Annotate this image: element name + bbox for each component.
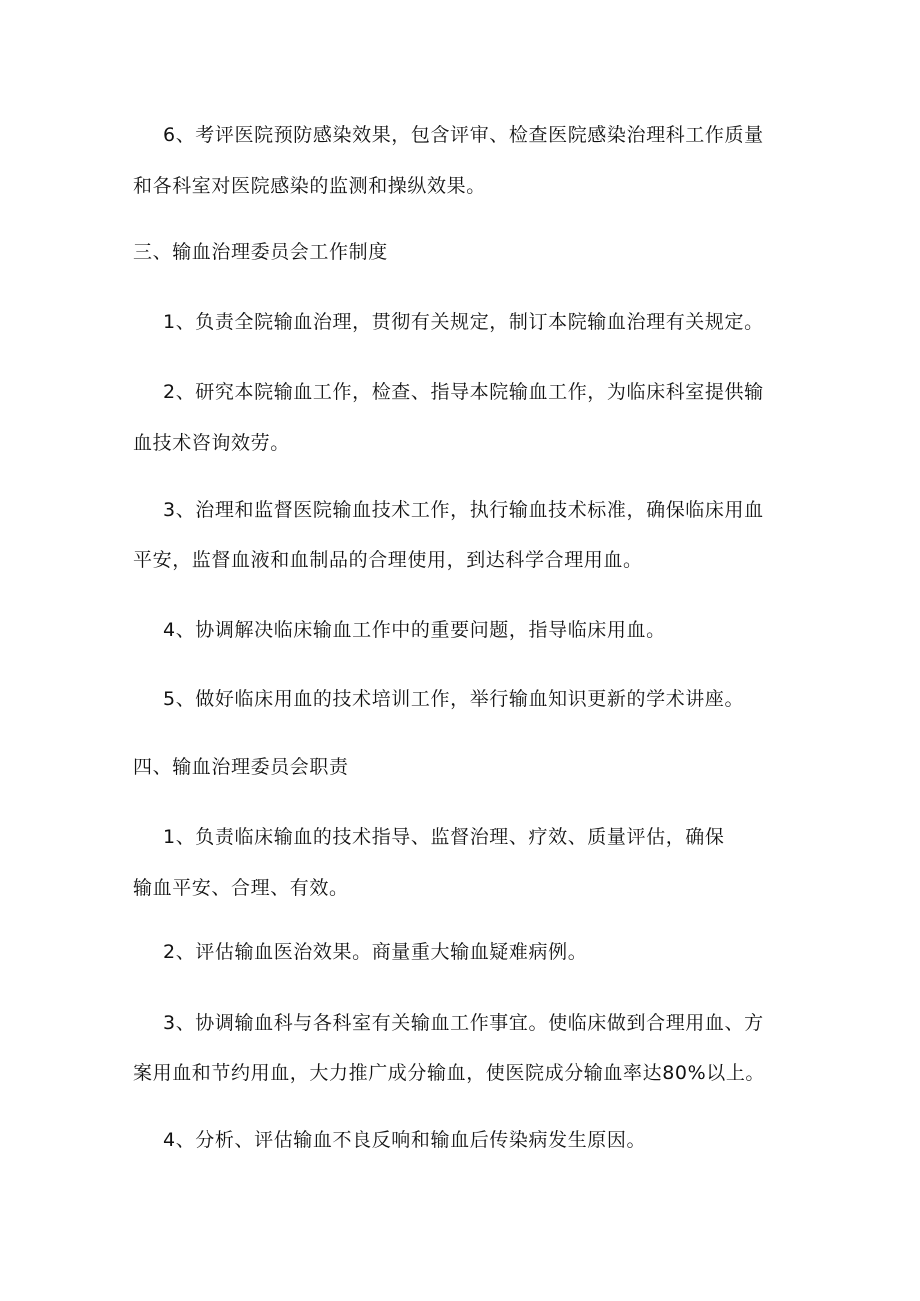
text-line: 2、研究本院输血工作，检查、指导本院输血工作，为临床科室提供输	[163, 381, 764, 403]
text-line: 平安，监督血液和血制品的合理使用，到达科学合理用血。	[133, 549, 643, 571]
text-line: 2、评估输血医治效果。商量重大输血疑难病例。	[163, 941, 588, 963]
text-line: 4、分析、评估输血不良反响和输血后传染病发生原因。	[163, 1129, 647, 1151]
text-line: 3、协调输血科与各科室有关输血工作事宜。使临床做到合理用血、方	[163, 1012, 764, 1034]
text-line: 5、做好临床用血的技术培训工作，举行输血知识更新的学术讲座。	[163, 688, 745, 710]
text-line: 输血平安、合理、有效。	[133, 877, 349, 899]
section-heading-4: 四、输血治理委员会职责	[133, 756, 349, 778]
text-line: 血技术咨询效劳。	[133, 432, 290, 454]
text-line: 3、治理和监督医院输血技术工作，执行输血技术标准，确保临床用血	[163, 499, 764, 521]
text-line: 1、负责临床输血的技术指导、监督治理、疗效、质量评估，确保	[163, 826, 725, 848]
text-line: 1、负责全院输血治理，贯彻有关规定，制订本院输血治理有关规定。	[163, 311, 764, 333]
text-line: 6、考评医院预防感染效果，包含评审、检查医院感染治理科工作质量	[163, 124, 764, 146]
text-line: 案用血和节约用血，大力推广成分输血，使医院成分输血率达80%以上。	[133, 1062, 766, 1084]
text-line: 和各科室对医院感染的监测和操纵效果。	[133, 175, 486, 197]
text-line: 4、协调解决临床输血工作中的重要问题，指导临床用血。	[163, 619, 666, 641]
section-heading-3: 三、输血治理委员会工作制度	[133, 241, 388, 263]
